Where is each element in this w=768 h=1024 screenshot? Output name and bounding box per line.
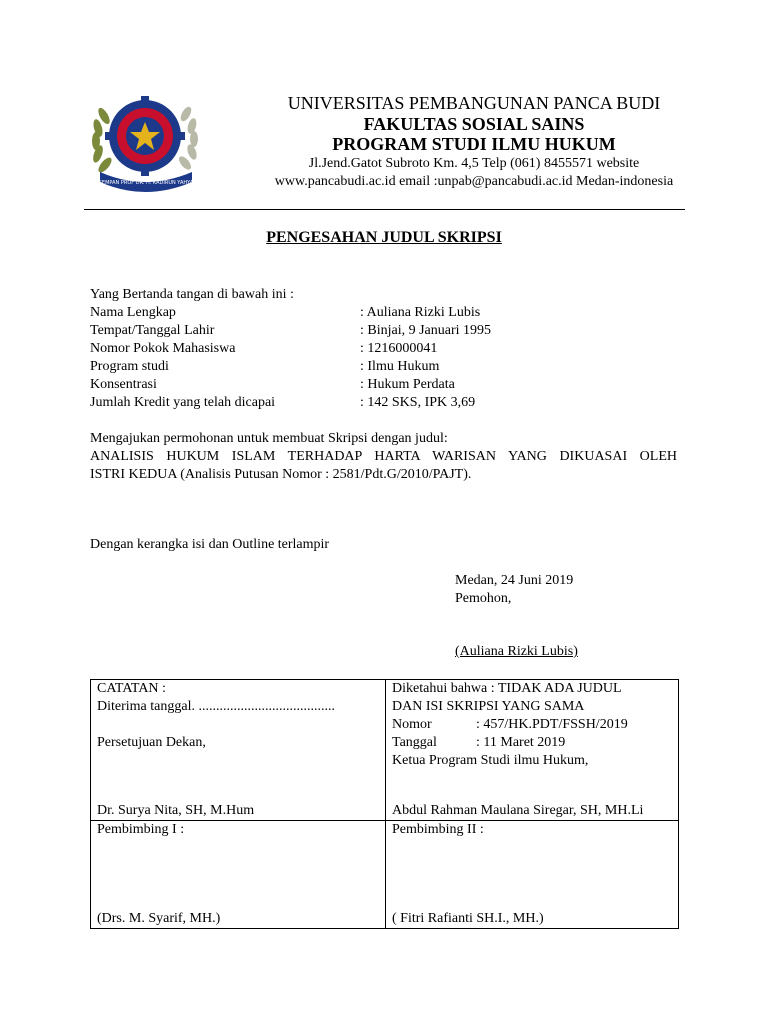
field-value: : Binjai, 9 Januari 1995 bbox=[360, 323, 492, 338]
diketahui-line2: DAN ISI SKRIPSI YANG SAMA bbox=[392, 699, 585, 714]
field-label: Program studi bbox=[90, 359, 169, 374]
document-title: PENGESAHAN JUDUL SKRIPSI bbox=[266, 229, 502, 246]
university-name: UNIVERSITAS PEMBANGUNAN PANCA BUDI bbox=[287, 93, 661, 113]
diketahui-line1: Diketahui bahwa : TIDAK ADA JUDUL bbox=[392, 681, 622, 696]
pembimbing2-cell bbox=[386, 821, 679, 929]
field-value: : 1216000041 bbox=[360, 341, 438, 356]
pembimbing1-cell bbox=[91, 821, 386, 929]
persetujuan-label: Persetujuan Dekan, bbox=[97, 735, 206, 750]
pembimbing2-name: ( Fitri Rafianti SH.I., MH.) bbox=[392, 911, 544, 926]
header-divider bbox=[84, 209, 685, 210]
intro-text: Yang Bertanda tangan di bawah ini : bbox=[90, 287, 294, 302]
place-date: Medan, 24 Juni 2019 bbox=[455, 573, 574, 588]
diterima-line: Diterima tanggal. ....................................... bbox=[97, 699, 335, 714]
thesis-title-line1: ANALISIS HUKUM ISLAM TERHADAP HARTA WARISAN YANG DIKUASAI OLEH bbox=[90, 449, 677, 464]
field-value: : Ilmu Hukum bbox=[360, 359, 440, 374]
pembimbing1-name: (Drs. M. Syarif, MH.) bbox=[97, 911, 221, 926]
contact-line: www.pancabudi.ac.id email :unpab@pancabudi.ac.id Medan-indonesia bbox=[274, 174, 674, 189]
catatan-label: CATATAN : bbox=[97, 681, 166, 696]
field-label: Jumlah Kredit yang telah dicapai bbox=[90, 395, 276, 410]
request-text: Mengajukan permohonan untuk membuat Skripsi dengan judul: bbox=[90, 431, 448, 446]
field-label: Konsentrasi bbox=[90, 377, 157, 392]
field-value: : Hukum Perdata bbox=[360, 377, 455, 392]
field-label: Nama Lengkap bbox=[90, 305, 176, 320]
pembimbing2-label: Pembimbing II : bbox=[392, 822, 484, 837]
nomor-value: : 457/HK.PDT/FSSH/2019 bbox=[476, 717, 628, 732]
faculty-name: FAKULTAS SOSIAL SAINS bbox=[363, 114, 585, 134]
thesis-title-line2: ISTRI KEDUA (Analisis Putusan Nomor : 2581/Pdt.G/2010/PAJT). bbox=[90, 467, 472, 482]
tanggal-value: : 11 Maret 2019 bbox=[476, 735, 566, 750]
diketahui-cell bbox=[386, 680, 679, 821]
tanggal-row bbox=[392, 734, 672, 752]
applicant-label: Pemohon, bbox=[455, 591, 512, 606]
applicant-name: (Auliana Rizki Lubis) bbox=[455, 644, 578, 659]
nomor-row bbox=[392, 716, 672, 734]
program-name: PROGRAM STUDI ILMU HUKUM bbox=[332, 134, 616, 154]
nomor-label: Nomor bbox=[392, 717, 432, 732]
ketua-label: Ketua Program Studi ilmu Hukum, bbox=[392, 753, 589, 768]
pembimbing1-label: Pembimbing I : bbox=[97, 822, 185, 837]
catatan-cell bbox=[91, 680, 386, 821]
approval-table bbox=[90, 679, 679, 929]
svg-text:SEMPAN PROF DR. H. KADIRUN YAH: SEMPAN PROF DR. H. KADIRUN YAHYA bbox=[98, 180, 194, 186]
ketua-name: Abdul Rahman Maulana Siregar, SH, MH.Li bbox=[392, 803, 644, 818]
field-value: : 142 SKS, IPK 3,69 bbox=[360, 395, 476, 410]
field-label: Tempat/Tanggal Lahir bbox=[90, 323, 215, 338]
field-value: : Auliana Rizki Lubis bbox=[360, 305, 481, 320]
field-label: Nomor Pokok Mahasiswa bbox=[90, 341, 236, 356]
tanggal-label: Tanggal bbox=[392, 735, 437, 750]
address-line: Jl.Jend.Gatot Subroto Km. 4,5 Telp (061) 8455571 website bbox=[308, 156, 640, 171]
dekan-name: Dr. Surya Nita, SH, M.Hum bbox=[97, 803, 255, 818]
outline-text: Dengan kerangka isi dan Outline terlampir bbox=[90, 537, 330, 552]
